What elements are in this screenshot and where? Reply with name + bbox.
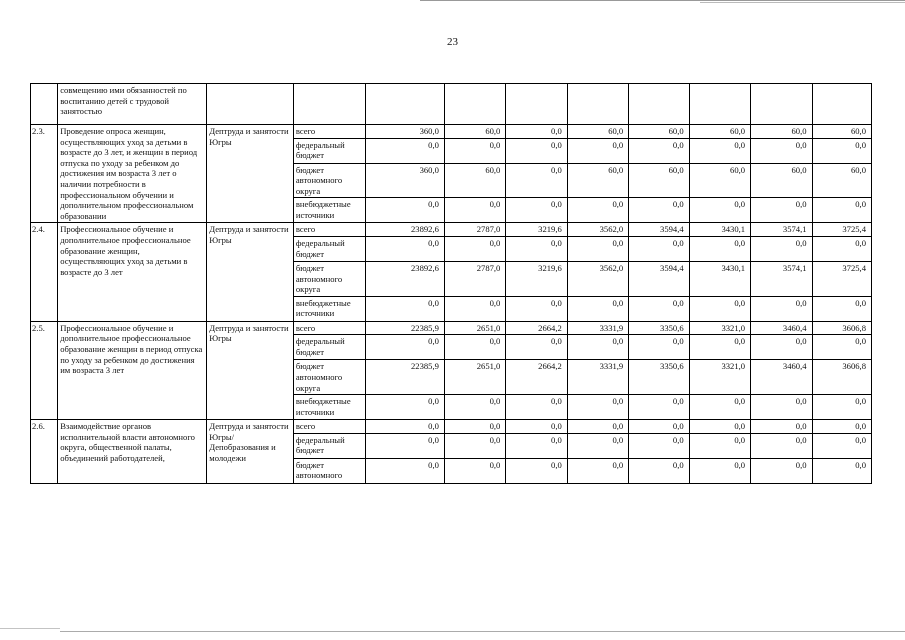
cell-value: 0,0 bbox=[629, 420, 689, 434]
cell-value: 0,0 bbox=[506, 458, 567, 483]
cell-value: 0,0 bbox=[812, 458, 871, 483]
cell-value: 0,0 bbox=[506, 198, 567, 223]
cell-value: 3725,4 bbox=[812, 261, 871, 296]
cell-value: 0,0 bbox=[812, 420, 871, 434]
cell-value: 0,0 bbox=[366, 420, 445, 434]
cell-no: 2.4. bbox=[31, 223, 58, 321]
cell-value: 0,0 bbox=[506, 236, 567, 261]
cell-value: 0,0 bbox=[751, 236, 812, 261]
cell-value: 0,0 bbox=[444, 458, 505, 483]
cell-value: 3460,4 bbox=[751, 360, 812, 395]
cell-value: 0,0 bbox=[567, 420, 628, 434]
cell-value: 2787,0 bbox=[444, 223, 505, 237]
cell-value: 0,0 bbox=[506, 433, 567, 458]
cell-value: 60,0 bbox=[751, 163, 812, 198]
cell-value bbox=[506, 84, 567, 125]
cell-value: 3725,4 bbox=[812, 223, 871, 237]
page-number: 23 bbox=[447, 36, 458, 48]
cell-value: 0,0 bbox=[567, 395, 628, 420]
cell-value: 0,0 bbox=[567, 433, 628, 458]
cell-executor: Дептруда и занятости Югры bbox=[207, 321, 294, 419]
cell-value: 0,0 bbox=[751, 458, 812, 483]
cell-source: внебюджетные источники bbox=[293, 296, 366, 321]
cell-value: 2787,0 bbox=[444, 261, 505, 296]
cell-title: совмещению ими обязанностей по воспитанию детей с трудовой занятостью bbox=[58, 84, 207, 125]
cell-value: 0,0 bbox=[506, 335, 567, 360]
cell-source: федеральный бюджет bbox=[293, 433, 366, 458]
cell-value: 3460,4 bbox=[751, 321, 812, 335]
cell-value: 0,0 bbox=[812, 433, 871, 458]
cell-value: 0,0 bbox=[366, 138, 445, 163]
cell-value: 3331,9 bbox=[567, 321, 628, 335]
cell-value: 60,0 bbox=[689, 125, 750, 139]
cell-value: 0,0 bbox=[444, 395, 505, 420]
cell-source: бюджет автономного округа bbox=[293, 261, 366, 296]
cell-value: 60,0 bbox=[689, 163, 750, 198]
cell-value: 0,0 bbox=[629, 395, 689, 420]
cell-value: 0,0 bbox=[629, 236, 689, 261]
table-row bbox=[31, 321, 872, 335]
cell-value: 0,0 bbox=[812, 138, 871, 163]
cell-value: 0,0 bbox=[751, 395, 812, 420]
cell-value: 3606,8 bbox=[812, 360, 871, 395]
table-row bbox=[31, 420, 872, 434]
cell-value: 2664,2 bbox=[506, 360, 567, 395]
cell-value: 0,0 bbox=[751, 433, 812, 458]
cell-value: 0,0 bbox=[366, 198, 445, 223]
cell-value bbox=[812, 84, 871, 125]
cell-value: 3594,4 bbox=[629, 223, 689, 237]
budget-table bbox=[30, 83, 872, 484]
cell-source: бюджет автономного округа bbox=[293, 360, 366, 395]
cell-value: 60,0 bbox=[444, 163, 505, 198]
cell-value: 0,0 bbox=[444, 433, 505, 458]
cell-value: 3350,6 bbox=[629, 360, 689, 395]
cell-value: 3321,0 bbox=[689, 360, 750, 395]
cell-value: 3562,0 bbox=[567, 261, 628, 296]
cell-value: 0,0 bbox=[751, 198, 812, 223]
cell-value: 0,0 bbox=[567, 296, 628, 321]
cell-value: 60,0 bbox=[567, 125, 628, 139]
cell-source: бюджет автономного округа bbox=[293, 163, 366, 198]
cell-value: 3321,0 bbox=[689, 321, 750, 335]
cell-value: 0,0 bbox=[751, 420, 812, 434]
cell-value: 60,0 bbox=[812, 163, 871, 198]
table-body bbox=[31, 84, 872, 484]
cell-value: 0,0 bbox=[689, 198, 750, 223]
cell-value: 0,0 bbox=[567, 458, 628, 483]
cell-value: 3430,1 bbox=[689, 261, 750, 296]
cell-value: 22385,9 bbox=[366, 360, 445, 395]
cell-source bbox=[293, 84, 366, 125]
cell-source: федеральный бюджет bbox=[293, 138, 366, 163]
cell-title: Профессиональное обучение и дополнительное профессиональное образование женщин в период отпуска по уходу за ребенком до достижения им возраста 3 лет bbox=[58, 321, 207, 419]
cell-value: 2651,0 bbox=[444, 321, 505, 335]
cell-value bbox=[444, 84, 505, 125]
cell-value: 0,0 bbox=[629, 198, 689, 223]
cell-value: 0,0 bbox=[567, 138, 628, 163]
cell-title: Взаимодействие органов исполнительной власти автономного округа, общественной палаты, объединений работодателей, bbox=[58, 420, 207, 484]
cell-value: 0,0 bbox=[366, 458, 445, 483]
cell-value: 0,0 bbox=[812, 236, 871, 261]
cell-value bbox=[366, 84, 445, 125]
cell-value: 60,0 bbox=[751, 125, 812, 139]
cell-value: 0,0 bbox=[444, 296, 505, 321]
cell-value: 0,0 bbox=[506, 296, 567, 321]
cell-value bbox=[629, 84, 689, 125]
cell-value: 3606,8 bbox=[812, 321, 871, 335]
cell-value: 0,0 bbox=[366, 335, 445, 360]
cell-value: 0,0 bbox=[629, 138, 689, 163]
cell-value: 0,0 bbox=[629, 458, 689, 483]
cell-value bbox=[689, 84, 750, 125]
table-row bbox=[31, 125, 872, 139]
cell-executor: Дептруда и занятости Югры/Депобразования и молодежи bbox=[207, 420, 294, 484]
cell-no bbox=[31, 84, 58, 125]
cell-value: 3350,6 bbox=[629, 321, 689, 335]
cell-value: 0,0 bbox=[689, 296, 750, 321]
cell-value: 0,0 bbox=[812, 296, 871, 321]
cell-value: 0,0 bbox=[751, 335, 812, 360]
cell-value: 360,0 bbox=[366, 125, 445, 139]
cell-value: 60,0 bbox=[629, 163, 689, 198]
cell-title: Профессиональное обучение и дополнительное профессиональное образование женщин, осуществляющих уход за детьми в возрасте до 3 лет bbox=[58, 223, 207, 321]
cell-source: всего bbox=[293, 420, 366, 434]
cell-value: 0,0 bbox=[366, 296, 445, 321]
cell-value: 3219,6 bbox=[506, 223, 567, 237]
cell-no: 2.6. bbox=[31, 420, 58, 484]
cell-value: 360,0 bbox=[366, 163, 445, 198]
cell-source: федеральный бюджет bbox=[293, 236, 366, 261]
scan-edge-bottom bbox=[60, 631, 905, 632]
cell-value: 3430,1 bbox=[689, 223, 750, 237]
cell-value: 0,0 bbox=[506, 138, 567, 163]
cell-value: 3574,1 bbox=[751, 261, 812, 296]
cell-value: 0,0 bbox=[506, 420, 567, 434]
scan-edge-bottom bbox=[0, 628, 60, 629]
table-row bbox=[31, 223, 872, 237]
cell-value: 0,0 bbox=[444, 420, 505, 434]
cell-no: 2.3. bbox=[31, 125, 58, 223]
cell-source: всего bbox=[293, 223, 366, 237]
cell-value: 0,0 bbox=[812, 335, 871, 360]
cell-value: 23892,6 bbox=[366, 261, 445, 296]
cell-source: всего bbox=[293, 321, 366, 335]
cell-value: 0,0 bbox=[366, 395, 445, 420]
cell-value: 3562,0 bbox=[567, 223, 628, 237]
cell-source: внебюджетные источники bbox=[293, 395, 366, 420]
cell-value: 23892,6 bbox=[366, 223, 445, 237]
cell-executor bbox=[207, 84, 294, 125]
cell-value: 0,0 bbox=[629, 296, 689, 321]
cell-value: 2664,2 bbox=[506, 321, 567, 335]
cell-value: 0,0 bbox=[689, 335, 750, 360]
scan-edge-top bbox=[700, 2, 905, 3]
cell-value: 22385,9 bbox=[366, 321, 445, 335]
cell-source: всего bbox=[293, 125, 366, 139]
cell-value: 0,0 bbox=[444, 236, 505, 261]
cell-value: 0,0 bbox=[366, 236, 445, 261]
cell-value: 0,0 bbox=[689, 458, 750, 483]
cell-title: Проведение опроса женщин, осуществляющих уход за детьми в возрасте до 3 лет, и женщин в период отпуска по уходу за ребенком до достижения им возраста 3 лет о наличии потребности в профессиональном обучении и дополнительном профессиональном образовании bbox=[58, 125, 207, 223]
cell-value: 0,0 bbox=[444, 138, 505, 163]
cell-value: 0,0 bbox=[567, 236, 628, 261]
cell-value: 0,0 bbox=[366, 433, 445, 458]
cell-source: бюджет автономного bbox=[293, 458, 366, 483]
cell-value: 0,0 bbox=[567, 198, 628, 223]
table-row bbox=[31, 84, 872, 125]
cell-value: 0,0 bbox=[506, 163, 567, 198]
cell-value: 0,0 bbox=[689, 236, 750, 261]
cell-value: 0,0 bbox=[751, 296, 812, 321]
cell-source: федеральный бюджет bbox=[293, 335, 366, 360]
cell-value: 0,0 bbox=[751, 138, 812, 163]
cell-value: 0,0 bbox=[812, 395, 871, 420]
cell-value: 0,0 bbox=[444, 198, 505, 223]
cell-executor: Дептруда и занятости Югры bbox=[207, 125, 294, 223]
cell-value: 0,0 bbox=[444, 335, 505, 360]
cell-value: 0,0 bbox=[689, 433, 750, 458]
cell-value: 3219,6 bbox=[506, 261, 567, 296]
cell-value: 0,0 bbox=[629, 433, 689, 458]
cell-value bbox=[567, 84, 628, 125]
cell-value: 2651,0 bbox=[444, 360, 505, 395]
cell-value: 0,0 bbox=[812, 198, 871, 223]
cell-source: внебюджетные источники bbox=[293, 198, 366, 223]
cell-value: 60,0 bbox=[629, 125, 689, 139]
cell-value: 0,0 bbox=[689, 420, 750, 434]
cell-value: 60,0 bbox=[444, 125, 505, 139]
cell-value: 60,0 bbox=[567, 163, 628, 198]
cell-value: 3594,4 bbox=[629, 261, 689, 296]
cell-value: 0,0 bbox=[567, 335, 628, 360]
cell-value: 0,0 bbox=[689, 138, 750, 163]
cell-value: 0,0 bbox=[689, 395, 750, 420]
cell-value: 0,0 bbox=[506, 125, 567, 139]
cell-value: 60,0 bbox=[812, 125, 871, 139]
cell-value: 3331,9 bbox=[567, 360, 628, 395]
cell-value: 0,0 bbox=[629, 335, 689, 360]
cell-value: 0,0 bbox=[506, 395, 567, 420]
scan-edge-top bbox=[420, 0, 905, 1]
cell-no: 2.5. bbox=[31, 321, 58, 419]
cell-value bbox=[751, 84, 812, 125]
cell-value: 3574,1 bbox=[751, 223, 812, 237]
cell-executor: Дептруда и занятости Югры bbox=[207, 223, 294, 321]
